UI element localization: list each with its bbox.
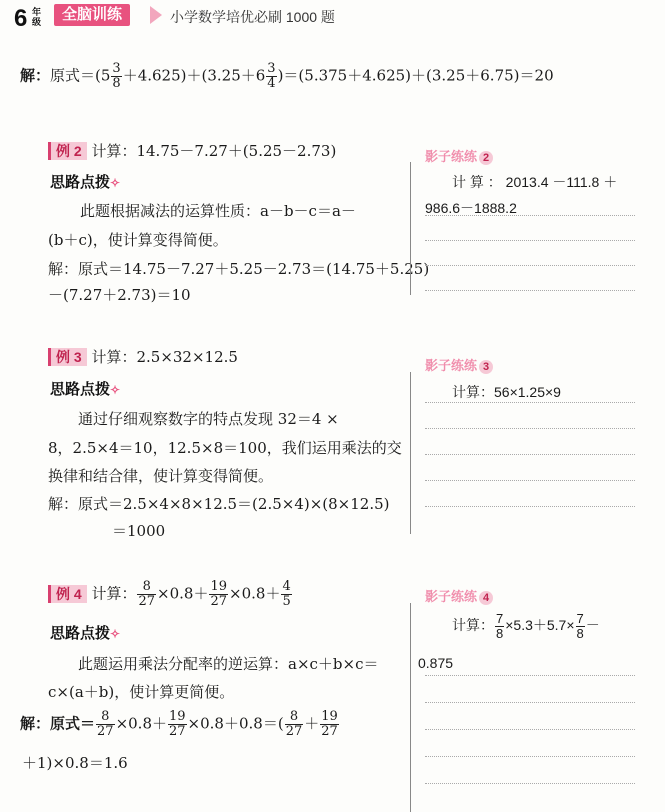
tip-line: 此题运用乘法分配率的逆运算：a×c＋b×c＝ [78,655,379,673]
solution-line: 解：原式＝14.75－7.27＋5.25－2.73＝(14.75＋5.25) [48,260,430,278]
solution-line: ＋1)×0.8＝1.6 [22,754,128,772]
divider [410,372,411,534]
tip-line: c×(a＋b)，使计算更简便。 [48,683,235,701]
answer-line [425,428,635,429]
tip-line: 通过仔细观察数字的特点发现 32＝4 × [78,410,339,428]
example-3-problem: 例 3 计算：2.5×32×12.5 [48,346,238,367]
practice-line: 计算：56×1.25×9 [452,384,561,400]
tip-line: 8，2.5×4＝10，12.5×8＝100，我们运用乘法的交 [48,439,402,457]
answer-line [425,215,635,216]
answer-line [425,454,635,455]
example-badge: 例 3 [48,348,87,366]
divider [410,603,411,812]
grade-number: 6 [14,5,28,32]
top-solution: 解：原式＝(5 $\frac{3}{8}$ ＋4.625)＋(3.25＋6 $\frac{3}{4}$ )＝(5.375＋4.625)＋(3.25＋6.75)＝20 [20,61,554,91]
answer-line [425,240,635,241]
solution-line: ＝1000 [112,522,166,540]
practice-line: 0.875 [418,655,454,671]
answer-line [425,675,635,676]
tip-title: 思路点拨✧ [50,174,121,191]
practice-line: 986.6－1888.2 [425,200,517,216]
answer-line [425,290,635,291]
solution-line: －(7.27＋2.73)＝10 [48,286,191,304]
arrow-icon [150,6,162,24]
answer-line [425,783,635,784]
practice-line: 计算： $\frac{7}{8}$ ×5.3＋5.7× $\frac{7}{8}$ － [452,611,600,641]
answer-line [425,756,635,757]
brand-title: 全脑训练 [54,4,130,26]
solution-line: 解：原式＝2.5×4×8×12.5＝(2.5×4)×(8×12.5) [48,495,390,513]
example-4-problem: 例 4 计算： $\frac{8}{27}$ ×0.8＋ $\frac{19}{27}$ ×0.8＋ $\frac{4}{5}$ [48,580,293,609]
tip-line: (b＋c)，使计算变得简便。 [48,231,228,249]
shadow-practice-title: 影子练练 4 [425,586,493,605]
answer-line [425,702,635,703]
answer-line [425,729,635,730]
book-subtitle: 小学数学培优必刷 1000 题 [170,9,335,25]
divider [410,162,411,295]
solution-line: 解：原式＝ $\frac{8}{27}$ ×0.8＋ $\frac{19}{27}$ ×0.8＋0.8＝( $\frac{8}{27}$ ＋ $\frac{19}{27}$ [20,709,338,739]
example-badge: 例 4 [48,585,87,603]
answer-line [425,480,635,481]
shadow-practice-title: 影子练练 3 [425,355,493,374]
answer-line [425,506,635,507]
answer-line [425,265,635,266]
practice-line: 计 算 ： 2013.4 －111.8 ＋ [452,174,618,190]
tip-title: 思路点拨✧ [50,381,121,398]
answer-line [425,402,635,403]
tip-line: 换律和结合律，使计算变得简便。 [48,467,274,485]
tip-title: 思路点拨✧ [50,625,121,642]
example-badge: 例 2 [48,142,87,160]
example-2-problem: 例 2 计算：14.75－7.27＋(5.25－2.73) [48,140,336,161]
grade-label: 年级 [32,7,42,27]
tip-line: 此题根据减法的运算性质：a－b－c＝a－ [80,202,356,220]
shadow-practice-title: 影子练练 2 [425,146,493,165]
